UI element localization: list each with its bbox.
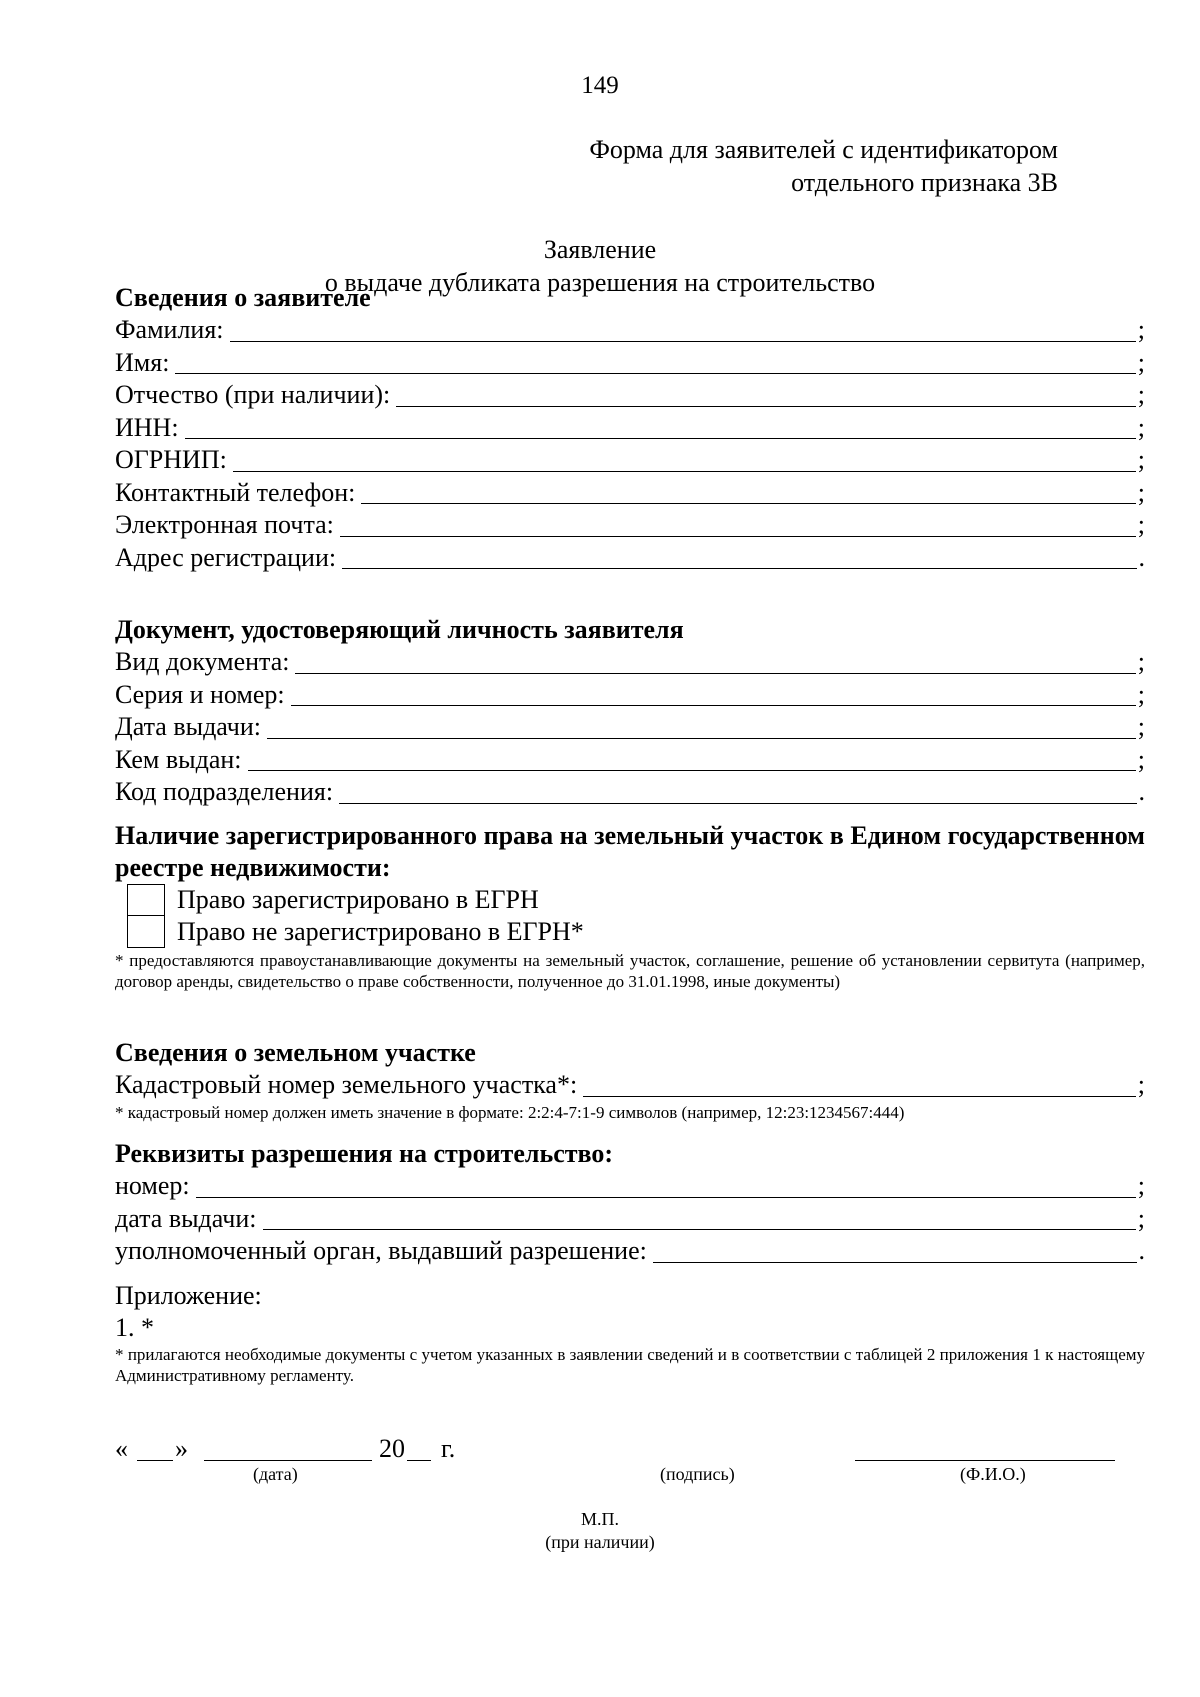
field-label: уполномоченный орган, выдавший разрешение:	[115, 1236, 647, 1265]
option-not-registered-label: Право не зарегистрировано в ЕГРН*	[177, 917, 584, 946]
stamp-label: М.П.	[580, 1509, 619, 1529]
field-label: Фамилия:	[115, 315, 224, 344]
field-end: ;	[1137, 1171, 1145, 1200]
attachment-section	[115, 1280, 1145, 1386]
ogrnip-input-line[interactable]	[233, 447, 1136, 472]
field-end: ;	[1137, 477, 1145, 507]
field-end: ;	[1137, 412, 1145, 442]
field-end: ;	[1137, 647, 1145, 676]
page-number: 149	[581, 72, 619, 99]
field-end: ;	[1137, 679, 1145, 709]
field-phone	[115, 477, 1145, 510]
field-end: .	[1138, 1236, 1145, 1265]
field-permit-issue-date	[115, 1203, 1145, 1236]
attachment-heading: Приложение:	[115, 1281, 262, 1310]
field-end: ;	[1137, 445, 1145, 474]
stamp-note: (при наличии)	[545, 1532, 655, 1552]
field-doc-issue-date	[115, 711, 1145, 744]
field-end: ;	[1137, 510, 1145, 539]
address-input-line[interactable]	[342, 544, 1136, 569]
field-end: ;	[1137, 744, 1145, 774]
land-right-heading: Наличие зарегистрированного права на земельный участок в Едином государственном реестре недвижимости:	[115, 821, 1145, 882]
field-label: Кадастровый номер земельного участка*:	[115, 1070, 578, 1099]
field-doc-type	[115, 646, 1145, 679]
field-doc-issued-by	[115, 744, 1145, 777]
land-plot-section	[115, 1037, 1145, 1123]
field-end: .	[1138, 542, 1145, 572]
year-suffix: г.	[441, 1434, 456, 1463]
field-end: ;	[1137, 712, 1145, 741]
applicant-heading: Сведения о заявителе	[115, 283, 371, 312]
field-label: Дата выдачи:	[115, 712, 262, 741]
field-inn	[115, 412, 1145, 445]
option-registered[interactable]	[127, 884, 1145, 916]
identity-doc-heading: Документ, удостоверяющий личность заявителя	[115, 615, 684, 644]
year-input-line[interactable]	[407, 1436, 431, 1461]
field-cadastral-number	[115, 1069, 1145, 1102]
field-label: Имя:	[115, 347, 170, 377]
quote-close: »	[175, 1434, 188, 1463]
field-label: Кем выдан:	[115, 744, 242, 774]
field-ogrnip	[115, 444, 1145, 477]
form-label-line-2: отдельного признака 3В	[791, 168, 1058, 197]
land-plot-heading: Сведения о земельном участке	[115, 1038, 476, 1067]
permit-number-input-line[interactable]	[196, 1173, 1136, 1198]
identity-doc-section	[115, 614, 1145, 809]
stamp-block	[0, 1508, 1200, 1554]
option-registered-label: Право зарегистрировано в ЕГРН	[177, 885, 539, 914]
name-signature-line[interactable]	[855, 1436, 1115, 1461]
field-name	[115, 347, 1145, 380]
form-label-line-1: Форма для заявителей с идентификатором	[589, 135, 1058, 164]
field-end: .	[1138, 777, 1145, 806]
quote-open: «	[115, 1434, 128, 1463]
field-label: ОГРНИП:	[115, 445, 227, 474]
field-label: Отчество (при наличии):	[115, 380, 391, 409]
checkbox-registered[interactable]	[127, 884, 165, 916]
option-not-registered[interactable]	[127, 916, 1145, 948]
inn-input-line[interactable]	[185, 414, 1136, 439]
email-input-line[interactable]	[340, 512, 1136, 537]
field-patronymic	[115, 379, 1145, 412]
name-caption: (Ф.И.О.)	[960, 1464, 1026, 1484]
permit-section	[115, 1138, 1145, 1268]
field-label: номер:	[115, 1171, 190, 1200]
field-label: Серия и номер:	[115, 679, 285, 709]
month-input-line[interactable]	[204, 1436, 372, 1461]
name-input-line[interactable]	[175, 349, 1135, 374]
field-label: Контактный телефон:	[115, 477, 356, 507]
surname-input-line[interactable]	[230, 317, 1136, 342]
field-label: дата выдачи:	[115, 1203, 257, 1233]
field-end: ;	[1137, 315, 1145, 344]
title-line-2: о выдаче дубликата разрешения на строительство	[324, 268, 876, 297]
date-caption: (дата)	[253, 1464, 298, 1484]
field-label: ИНН:	[115, 412, 179, 442]
field-address	[115, 542, 1145, 575]
checkbox-not-registered[interactable]	[127, 916, 165, 948]
field-end: ;	[1137, 347, 1145, 377]
signature-caption: (подпись)	[660, 1464, 735, 1484]
patronymic-input-line[interactable]	[396, 382, 1136, 407]
field-label: Код подразделения:	[115, 777, 334, 806]
land-right-note: * предоставляются правоустанавливающие документы на земельный участок, соглашение, решение об установлении сервитута (например, договор аренды, свидетельство о праве собственности, полученное до 31.01.1998, иные документы)	[115, 951, 1145, 991]
cadastral-number-input-line[interactable]	[583, 1072, 1136, 1097]
land-right-section	[115, 820, 1145, 992]
division-code-input-line[interactable]	[339, 779, 1136, 804]
day-input-line[interactable]	[137, 1436, 173, 1461]
field-surname	[115, 314, 1145, 347]
doc-type-input-line[interactable]	[295, 649, 1135, 674]
field-end: ;	[1137, 380, 1145, 409]
field-end: ;	[1137, 1203, 1145, 1233]
field-label: Вид документа:	[115, 647, 290, 676]
doc-issue-date-input-line[interactable]	[267, 714, 1136, 739]
field-doc-series-number	[115, 679, 1145, 712]
applicant-section	[115, 282, 1145, 574]
doc-issued-by-input-line[interactable]	[248, 746, 1136, 771]
cadastral-note: * кадастровый номер должен иметь значение в формате: 2:2:4-7:1-9 символов (например, 12:23:1234567:444)	[115, 1102, 905, 1122]
permit-issue-date-input-line[interactable]	[263, 1205, 1136, 1230]
permit-heading: Реквизиты разрешения на строительство:	[115, 1139, 614, 1168]
attachment-item: 1. *	[115, 1313, 154, 1342]
doc-series-number-input-line[interactable]	[291, 681, 1136, 706]
field-label: Адрес регистрации:	[115, 542, 337, 572]
field-permit-authority	[115, 1235, 1145, 1268]
attachment-note: * прилагаются необходимые документы с учетом указанных в заявлении сведений и в соответствии с таблицей 2 приложения 1 к настоящему Административному регламенту.	[115, 1345, 1145, 1385]
form-label	[589, 133, 1058, 199]
field-email	[115, 509, 1145, 542]
field-label: Электронная почта:	[115, 510, 334, 539]
field-end: ;	[1137, 1070, 1145, 1099]
phone-input-line[interactable]	[361, 479, 1135, 504]
title-line-1: Заявление	[543, 235, 657, 264]
field-division-code	[115, 776, 1145, 809]
field-permit-number	[115, 1170, 1145, 1203]
year-prefix: 20	[379, 1434, 405, 1463]
permit-authority-input-line[interactable]	[653, 1238, 1137, 1263]
